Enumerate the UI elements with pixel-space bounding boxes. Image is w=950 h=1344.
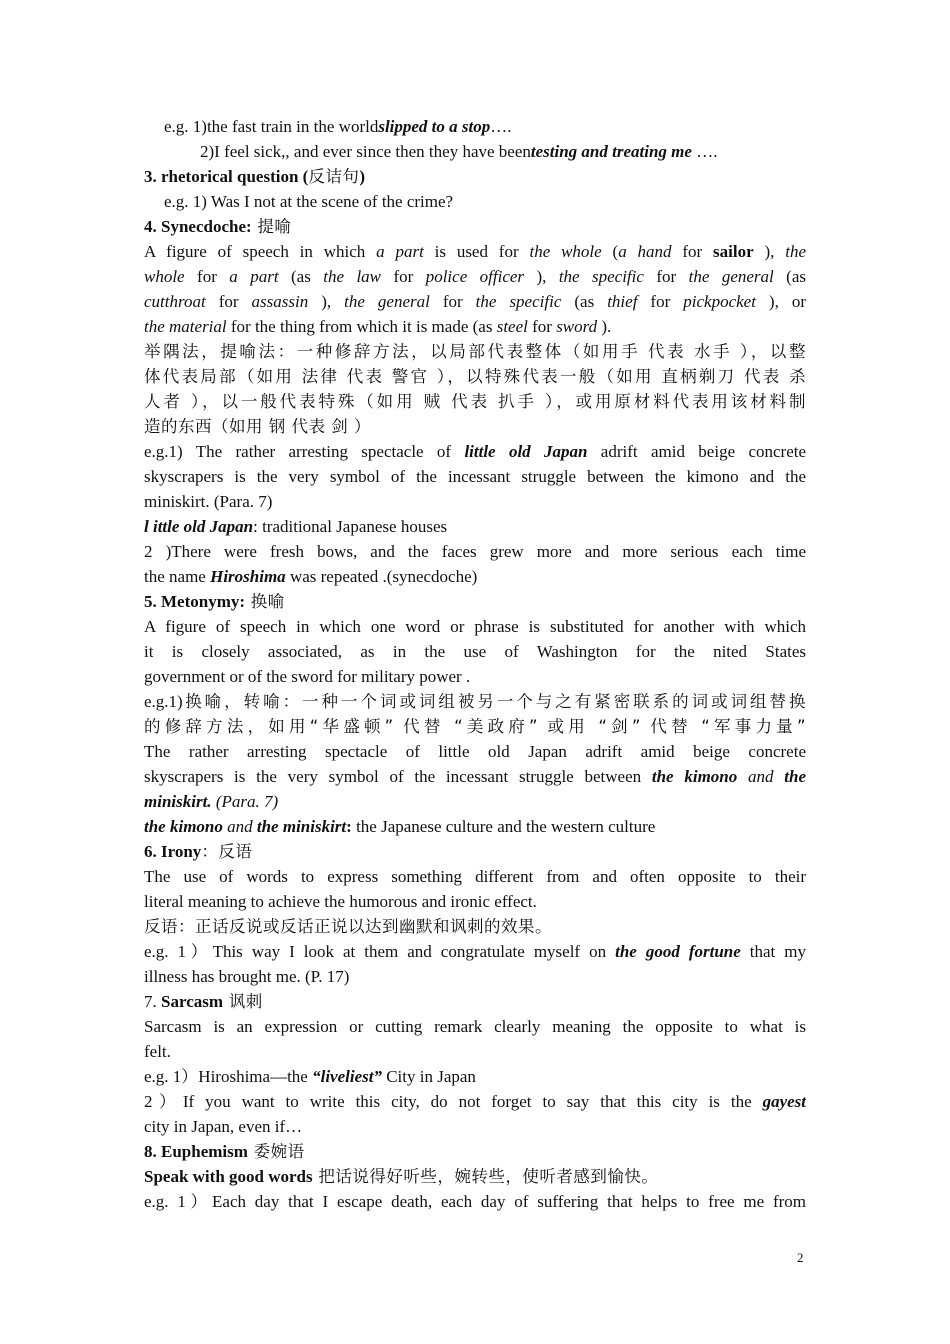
- text-run: e.g. 1)the fast train in the world: [164, 117, 379, 136]
- text-run: “liveliest”: [312, 1067, 382, 1086]
- text-run: 换喻，转喻：一种一个词或词组被另一个与之有紧密联系的词或词组替换: [182, 692, 806, 711]
- text-run: (as: [773, 267, 806, 286]
- text-run: 委婉语: [247, 1142, 305, 1161]
- text-line: [144, 889, 806, 914]
- text-run: little old Japan: [464, 442, 588, 461]
- text-run: ）: [152, 1092, 183, 1111]
- text-run: the material: [144, 317, 227, 336]
- text-run: 换喻: [245, 592, 285, 611]
- text-run: : traditional Japanese houses: [253, 517, 448, 536]
- text-run: the name: [144, 567, 211, 586]
- text-line: [144, 564, 806, 589]
- text-run: slipped to a stop: [378, 117, 491, 136]
- text-run: 8. Euphemism: [144, 1142, 248, 1161]
- text-line: [144, 1064, 806, 1089]
- text-run: 的修辞方法，如用“华盛顿” 代替 “美政府” 或用 “剑” 代替 “军事力量”: [144, 717, 806, 736]
- text-line: [144, 714, 806, 739]
- text-run: ).: [597, 317, 612, 336]
- text-run: 举隅法，提喻法：一种修辞方法，以局部代表整体（如用手 代表 水手 ），以整: [144, 342, 806, 361]
- text-line: [144, 1164, 806, 1189]
- text-run: pickpocket: [683, 292, 756, 311]
- text-run: 7.: [144, 992, 161, 1011]
- text-run: :: [346, 817, 352, 836]
- text-line: [144, 239, 806, 264]
- text-line: [144, 489, 806, 514]
- text-run: e.g. 1: [144, 1192, 186, 1211]
- text-line: [144, 739, 806, 764]
- text-run: the Japanese culture and the western culture: [351, 817, 656, 836]
- text-run: e.g. 1: [144, 942, 187, 961]
- text-line: [144, 1189, 806, 1214]
- text-run: for: [205, 292, 252, 311]
- text-run: the law: [323, 267, 382, 286]
- text-run: for: [381, 267, 426, 286]
- text-line: [144, 789, 806, 814]
- text-run: Each day that I escape death, each day of suffering that helps to free me from: [212, 1192, 806, 1211]
- text-run: ),: [308, 292, 345, 311]
- text-run: the: [784, 767, 806, 786]
- page-number: 2: [797, 1250, 804, 1265]
- text-run: ：反语: [201, 842, 253, 861]
- text-run: ): [359, 167, 365, 186]
- text-run: the general: [344, 292, 430, 311]
- text-run: assassin: [251, 292, 309, 311]
- text-run: ….: [691, 142, 718, 161]
- text-run: e.g. 1: [144, 1067, 182, 1086]
- text-line: [144, 1014, 806, 1039]
- text-line: [144, 839, 806, 864]
- text-run: police officer: [425, 267, 525, 286]
- text-run: Hiroshima: [210, 567, 286, 586]
- text-run: 反诘句: [308, 167, 360, 186]
- text-line: [164, 189, 806, 214]
- text-run: the whole: [529, 242, 602, 261]
- text-run: 6. Irony: [144, 842, 202, 861]
- text-run: sword: [556, 317, 598, 336]
- text-run: (: [601, 242, 619, 261]
- text-run: skyscrapers is the very symbol of the incessant struggle between: [144, 767, 652, 786]
- text-run: for: [184, 267, 230, 286]
- text-run: e.g.1) The rather arresting spectacle of: [144, 442, 465, 461]
- text-run: The rather arresting spectacle of little old Japan adrift amid beige concrete: [144, 742, 806, 761]
- text-line: [164, 114, 806, 139]
- text-run: e.g.1): [144, 692, 183, 711]
- text-line: [144, 939, 806, 964]
- text-run: 2 )There were fresh bows, and the faces grew more and more serious each time: [144, 542, 806, 561]
- text-run: ),: [524, 267, 559, 286]
- text-line: [144, 364, 806, 389]
- text-run: City in Japan: [381, 1067, 476, 1086]
- text-run: it is closely associated, as in the use of Washington for the nited States: [144, 642, 806, 661]
- text-run: a part: [229, 267, 279, 286]
- text-run: (as: [278, 267, 324, 286]
- text-run: was repeated .(synecdoche): [285, 567, 478, 586]
- text-line: [144, 764, 806, 789]
- text-run: ), or: [755, 292, 806, 311]
- text-run: 提喻: [251, 217, 292, 236]
- text-run: literal meaning to achieve the humorous and ironic effect.: [144, 892, 537, 911]
- text-run: illness has brought me. (P. 17): [144, 967, 350, 986]
- text-run: l ittle old Japan: [144, 517, 254, 536]
- text-line: [144, 164, 806, 189]
- text-run: 3. rhetorical question (: [144, 167, 309, 186]
- text-run: the miniskirt: [256, 817, 347, 836]
- text-run: The use of words to express something different from and often opposite to their: [144, 867, 806, 886]
- text-line: [144, 439, 806, 464]
- text-run: ）: [186, 942, 213, 961]
- text-run: 反语：正话反说或反话正说以达到幽默和讽刺的效果。: [144, 917, 552, 936]
- text-line: [144, 664, 806, 689]
- text-run: for: [637, 292, 684, 311]
- text-run: (as: [561, 292, 608, 311]
- text-run: 2: [144, 1092, 153, 1111]
- text-run: 造的东西（如用 钢 代表 剑 ）: [144, 417, 371, 436]
- text-run: and: [737, 767, 785, 786]
- text-run: miniskirt.: [144, 792, 212, 811]
- text-line: [144, 989, 806, 1014]
- text-run: the specific: [475, 292, 562, 311]
- text-run: (Para. 7): [211, 792, 279, 811]
- text-run: A figure of speech in which one word or phrase is substituted for another with which: [144, 617, 806, 636]
- text-run: miniskirt. (Para. 7): [144, 492, 273, 511]
- text-run: a part: [376, 242, 424, 261]
- text-run: is used for: [423, 242, 530, 261]
- text-run: ）: [185, 1192, 213, 1211]
- text-line: [144, 864, 806, 889]
- text-run: for the thing from which it is made (as: [226, 317, 497, 336]
- text-run: Sarcasm: [161, 992, 224, 1011]
- text-line: [200, 139, 806, 164]
- text-line: [144, 814, 806, 839]
- text-run: 体代表局部（如用 法律 代表 警官 ），以特殊代表一般（如用 直柄剃刀 代表 杀: [144, 367, 806, 386]
- text-line: [144, 464, 806, 489]
- text-run: for: [527, 317, 557, 336]
- text-run: the kimono: [651, 767, 738, 786]
- text-run: Speak with good words: [144, 1167, 313, 1186]
- text-line: [144, 1114, 806, 1139]
- text-run: gayest: [762, 1092, 806, 1111]
- text-run: the: [785, 242, 806, 261]
- text-line: [144, 914, 806, 939]
- text-run: 4. Synecdoche:: [144, 217, 252, 236]
- text-run: the kimono: [144, 817, 223, 836]
- text-run: city in Japan, even if…: [144, 1117, 303, 1136]
- text-run: This way I look at them and congratulate myself on: [212, 942, 616, 961]
- text-line: [144, 264, 806, 289]
- text-run: testing and treating me: [530, 142, 692, 161]
- text-run: 把话说得好听些，婉转些，使听者感到愉快。: [312, 1167, 659, 1186]
- text-run: ….: [490, 117, 512, 136]
- text-line: [144, 339, 806, 364]
- text-run: felt.: [144, 1042, 171, 1061]
- text-line: [144, 689, 806, 714]
- text-run: steel: [496, 317, 528, 336]
- text-run: whole: [144, 267, 185, 286]
- text-line: [144, 414, 806, 439]
- text-run: Sarcasm is an expression or cutting remark clearly meaning the opposite to what is: [144, 1017, 806, 1036]
- text-run: the general: [688, 267, 774, 286]
- text-run: for: [429, 292, 476, 311]
- text-run: the specific: [558, 267, 644, 286]
- text-run: cutthroat: [144, 292, 206, 311]
- text-line: [144, 1139, 806, 1164]
- text-line: [144, 639, 806, 664]
- text-line: [144, 589, 806, 614]
- text-line: [144, 514, 806, 539]
- text-line: [144, 389, 806, 414]
- text-run: and: [222, 817, 257, 836]
- text-run: ),: [753, 242, 786, 261]
- text-run: If you want to write this city, do not forget to say that this city is the: [182, 1092, 763, 1111]
- text-run: that my: [740, 942, 806, 961]
- text-line: [144, 314, 806, 339]
- text-run: for: [643, 267, 689, 286]
- text-run: sailor: [713, 242, 754, 261]
- text-run: e.g. 1) Was I not at the scene of the crime?: [164, 192, 454, 211]
- text-run: thief: [607, 292, 638, 311]
- text-run: 讽刺: [223, 992, 263, 1011]
- text-run: 人者 ），以一般代表特殊（如用 贼 代表 扒手 ），或用原材料代表用该材料制: [144, 392, 806, 411]
- text-run: 5. Metonymy:: [144, 592, 246, 611]
- text-run: A figure of speech in which: [144, 242, 377, 261]
- text-run: 2)I feel sick,, and ever since then they have been: [200, 142, 531, 161]
- text-line: [144, 964, 806, 989]
- text-line: [144, 539, 806, 564]
- text-line: [144, 214, 806, 239]
- text-run: skyscrapers is the very symbol of the incessant struggle between the kimono and the: [144, 467, 806, 486]
- text-run: Hiroshima—the: [198, 1067, 313, 1086]
- text-run: the good fortune: [615, 942, 741, 961]
- text-run: government or of the sword for military power .: [144, 667, 471, 686]
- text-run: adrift amid beige concrete: [587, 442, 806, 461]
- text-line: [144, 1039, 806, 1064]
- text-run: for: [671, 242, 714, 261]
- text-line: [144, 289, 806, 314]
- text-run: ）: [181, 1067, 199, 1086]
- text-line: [144, 614, 806, 639]
- text-line: [144, 1089, 806, 1114]
- text-run: a hand: [618, 242, 672, 261]
